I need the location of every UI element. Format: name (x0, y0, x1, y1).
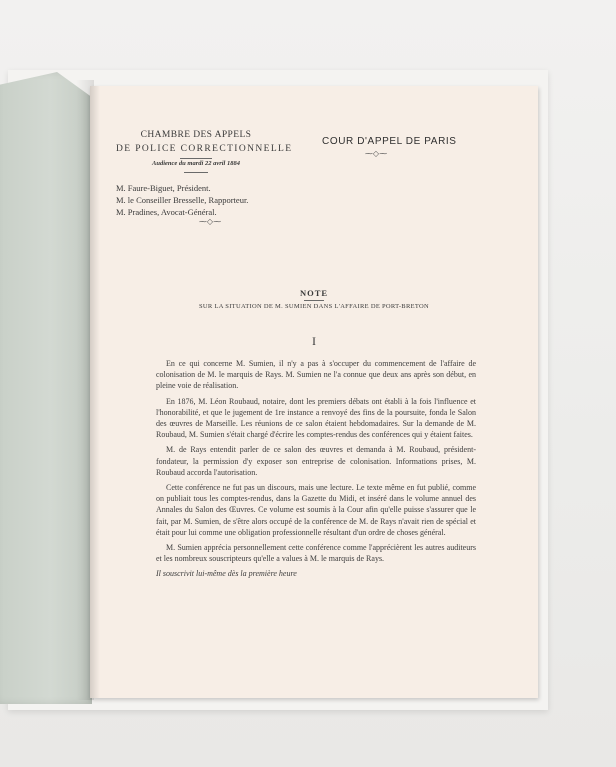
member-avocat: M. Pradines, Avocat-Général. (116, 207, 217, 217)
paragraph-3: M. de Rays entendit parler de ce salon des œuvres et demanda à M. Roubaud, président-fondateur, la permission d'y exposer son entreprise de colonisation. Informations prises, M. Roubaud accorda l'autorisation. (156, 445, 476, 477)
paragraph-2: En 1876, M. Léon Roubaud, notaire, dont les premiers débats ont établi à la fois l'influence et l'honorabilité, et que le jugement de 1re instance a renvoyé des fins de la poursuite, fonda le Salon des œuvres de Marseille. Les réunions de ce salon étaient hebdomadaires. Sur la demande de M. Roubaud, M. Sumien s'était chargé d'écrire les comptes-rendus des conférences qui y étaient faites. (156, 396, 476, 440)
paragraph-last: Il souscrivit lui-même dès la première heure (156, 569, 297, 579)
document-page (90, 86, 538, 698)
section-number: I (312, 334, 316, 348)
paragraph-1: En ce qui concerne M. Sumien, il n'y a pas à s'occuper du commencement de l'affaire de colonisation de M. le marquis de Rays. M. Sumien ne l'a connue que deux ans après son début, en pleine voie de réalisation. (156, 359, 476, 391)
header-ornament: ⁓◇⁓ (198, 217, 222, 226)
court-ornament: ⁓◇⁓ (364, 149, 388, 158)
member-rapporteur: M. le Conseiller Bresselle, Rapporteur. (116, 195, 249, 205)
member-president: M. Faure-Biguet, Président. (116, 183, 211, 193)
note-title: NOTE (299, 288, 329, 298)
audience-date: Audience du mardi 22 avril 1884 (152, 160, 240, 167)
chamber-title-line2: DE POLICE CORRECTIONNELLE (116, 144, 293, 154)
paragraph-5: M. Sumien apprécia personnellement cette conférence comme l'apprécièrent les autres auditeurs et les nombreux souscripteurs qu'elle a values à M. le marquis de Rays. (156, 543, 476, 564)
body-text (156, 358, 476, 584)
chamber-title-line1: CHAMBRE DES APPELS (140, 130, 252, 140)
note-rule (304, 300, 324, 301)
note-subtitle: SUR LA SITUATION DE M. SUMIEN DANS L'AFFAIRE DE PORT-BRETON (199, 303, 429, 310)
court-title: COUR D'APPEL DE PARIS (322, 136, 457, 147)
page-shadow (90, 86, 100, 698)
paragraph-4: Cette conférence ne fut pas un discours, mais une lecture. Le texte même en fut publié, comme on publiait tous les comptes-rendus, dans la Gazette du Midi, et inséré dans le volume annuel des Annales du Salon des Œuvres. Ce volume est soumis à la Cour afin qu'elle puisse s'assurer que le fait, par M. Sumien, de s'être alors occupé de la conférence de M. de Rays n'avait rien de spécial et était pour lui comme une obligation professionnelle résultant d'un ordre de choses général. (156, 483, 476, 537)
chamber-rule (180, 158, 212, 159)
audience-rule (184, 172, 208, 173)
